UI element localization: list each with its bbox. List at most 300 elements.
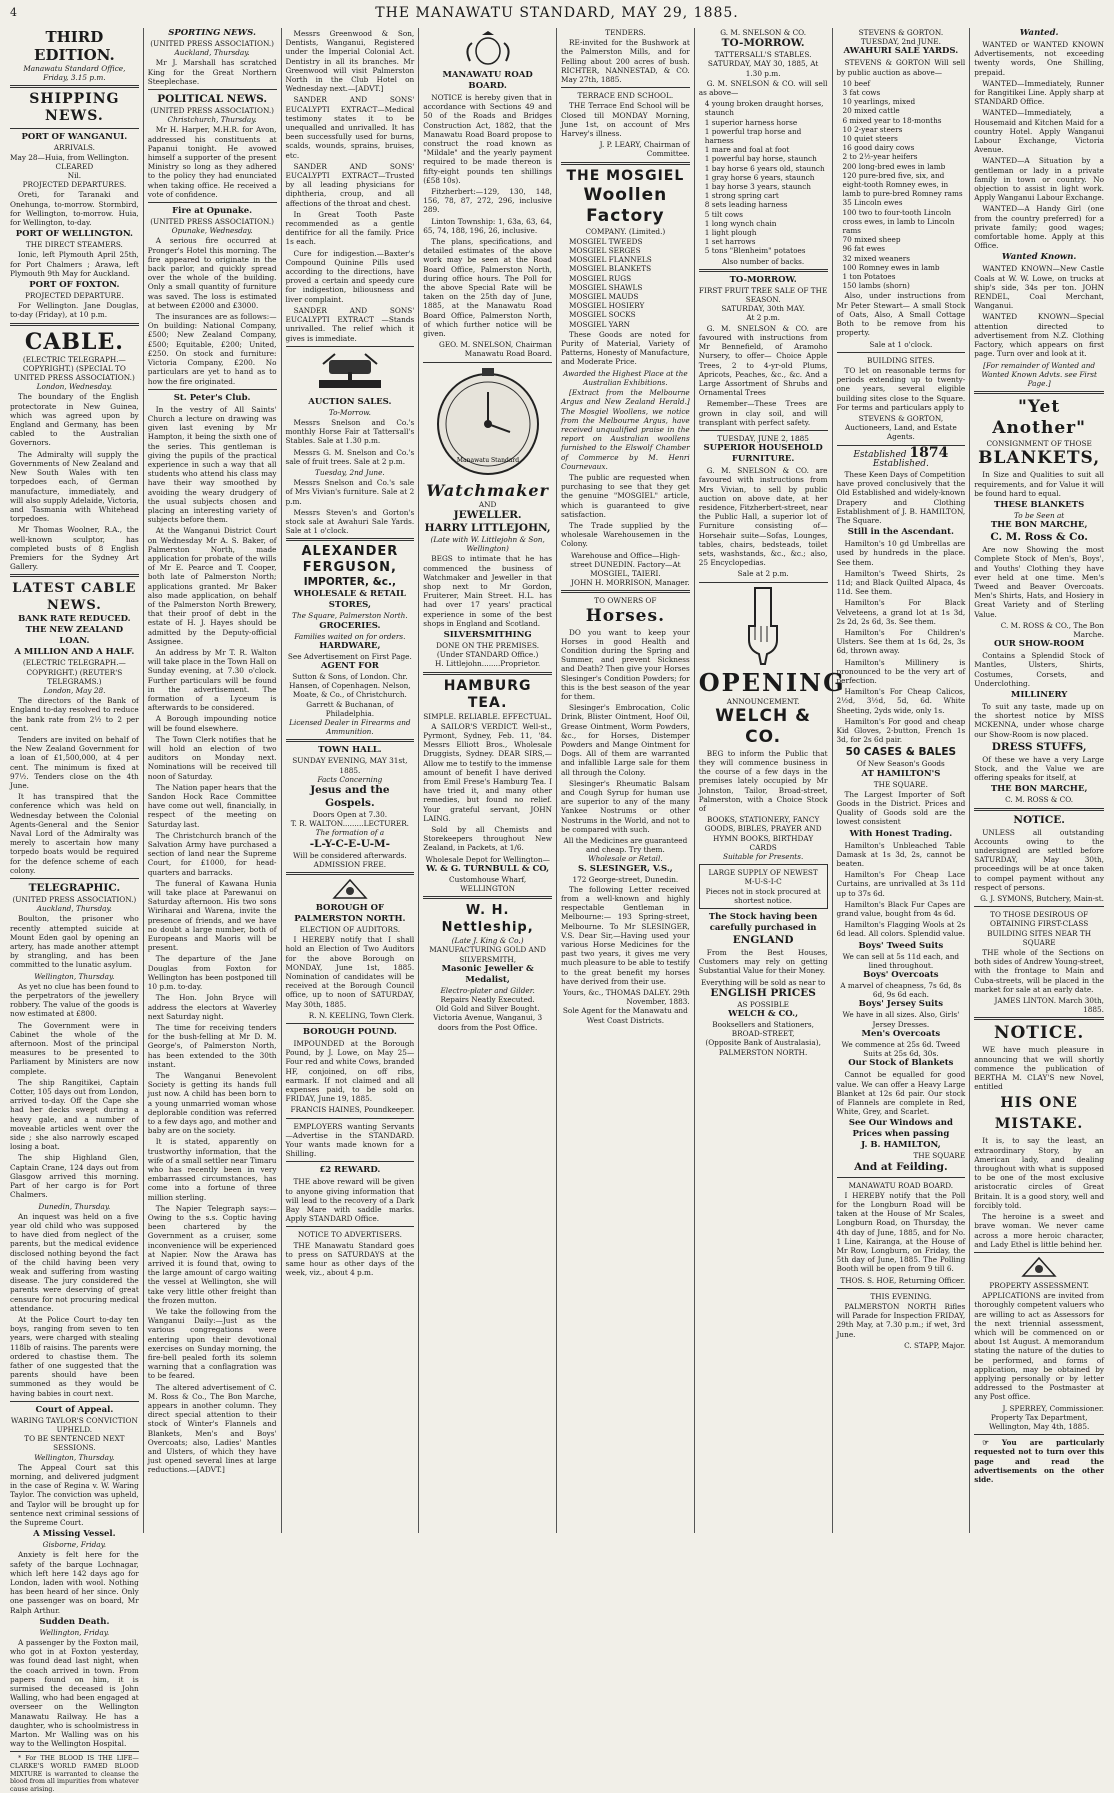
- jersey-text: We have in all sizes. Also, Girls' Jersey Dresses.: [842, 1010, 960, 1029]
- horse-list-item: 1 bay horse 3 years, staunch: [704, 182, 811, 192]
- haines-signature: FRANCIS HAINES, Poundkeeper.: [290, 1105, 415, 1115]
- mosgiel-products: [561, 237, 690, 329]
- crest-icon: [1019, 1256, 1059, 1278]
- evening-heading: THIS EVENING.: [870, 1291, 932, 1301]
- harry-paragraph: BEGS to intimate that he has commenced the business of Watchmaker and Jeweller in that shop next to Mr Gordon, Fruiterer, Main Street. H.L. has had over 17 years' practical experience in some of the best shops in England and Scotland.: [423, 554, 552, 628]
- welch-paragraph: BEG to inform the Public that they will commence business in the course of a few days in the premises lately occupied by Mr Johnston, Tailor, Broad-street, Palmerston, with a Choice Stock of: [698, 748, 828, 813]
- reward-paragraph: THE above reward will be given to anyone giving information that will lead to the recovery of a Dark Bay Mare with saddle marks. Apply STANDARD Office.: [285, 1177, 415, 1224]
- cleared-label: CLEARED: [55, 161, 94, 171]
- established-banner: [837, 444, 966, 469]
- remember-paragraph: Remember—These Trees are grown in clay soil, and will transplant with perfect safety.: [698, 399, 828, 427]
- projected-label: PROJECTED DEPARTURES.: [22, 180, 127, 190]
- hamburg-depot: Wholesale Depot for Wellington—: [425, 854, 550, 864]
- arrivals-label: ARRIVALS.: [53, 143, 95, 153]
- stock-list-item: 1 ton Potatoes: [842, 272, 896, 282]
- those-heading: TO THOSE DESIROUS OF OBTAINING FIRST-CLASS BUILDING SITES NEAR TH SQUARE: [987, 910, 1092, 947]
- showing-paragraph: Are now Showing the most Complete Stock of Men's, Boys', and Youths' Clothing they have ever held at one time. Men's Tweed and Beaver Overcoats. Men's Shirts, Hats, and Hosiery in Great Variety and of Sterling Value.: [974, 545, 1104, 619]
- stock-list-item: 100 two to four-tooth Lincoln cross ewes, in lamb to Lincoln rams: [842, 207, 955, 236]
- cable-subtitle: (ELECTRIC TELEGRAPH.—COPYRIGHT.) (SPECIAL TO UNITED PRESS ASSOCIATION.): [13, 354, 135, 383]
- snelson-signature: GEO. M. SNELSON, Chairman Manawatu Road Board.: [439, 340, 552, 359]
- bon2-line: THE BON MARCHE,: [990, 784, 1088, 795]
- column-5: [557, 28, 695, 1533]
- horse-list-item: 1 mare and foal at foot: [704, 145, 790, 155]
- stock-list-item: 70 mixed sheep: [842, 235, 901, 245]
- fire-heading: Fire at Opunake.: [172, 206, 253, 217]
- proprietor-line: H. Littlejohn........Proprietor.: [435, 659, 541, 669]
- cases-heading: 50 CASES & BALES: [845, 746, 957, 759]
- seen-line: To be Seen at: [1013, 510, 1065, 520]
- projected-text: Oreti, for Taranaki and Onehunga, to-morrow. Stormbird, for Wellington, to-morrow. Huia, for Wellington, to-day.: [10, 190, 139, 228]
- sporting-paragraph: Mr J. Marshall has scratched King for the Great Northern Steeplechase.: [147, 58, 277, 86]
- stock-list-item: 10 beef: [842, 78, 871, 88]
- nz-loan-heading: THE NEW ZEALAND LOAN.: [25, 625, 124, 647]
- still-heading: Still in the Ascendant.: [847, 527, 954, 538]
- public-paragraph: The public are requested when purchasing to see that they get the genuine "MOSGIEL" article, which is guaranteed to give satisfaction.: [561, 472, 690, 519]
- boys-overcoats-text: A marvel of cheapness, 7s 6d, 8s 6d, 9s 6d each.: [840, 981, 962, 1000]
- horse-list-item: 8 sets leading harness: [704, 200, 788, 210]
- borough-crest-icon: [330, 878, 370, 900]
- notice-paragraph: UNLESS all outstanding Accounts owing to the undersigned are settled before SATURDAY, May 30th, proceedings will be at once taken to compel payment without any respect of persons.: [974, 827, 1104, 892]
- product-item: MOSGIEL MAUDS: [569, 292, 639, 302]
- sporting-place: Auckland, Thursday.: [174, 48, 250, 58]
- club-paragraph: The Nation paper hears that the Sandon Hock Race Committee have come out well, financially, in respect of the meeting on Saturday last.: [147, 782, 277, 829]
- product-item: MOSGIEL SOCKS: [569, 310, 636, 320]
- morrison-signature: JOHN H. MORRISON, Manager.: [571, 578, 690, 588]
- horse-list-item: 1 powerful bay horse, staunch: [704, 154, 817, 164]
- ferguson-importer: IMPORTER, &c.,: [303, 576, 396, 589]
- also-paragraph: Also, under instructions from Mr Peter Stewart— A small Stock of Oats, Also, A Small Cottage Both to be remove from his property.: [836, 291, 966, 338]
- club-paragraph: We take the following from the Wanganui Daily:—Just as the various congregations were entering upon their devotional exercises on Sunday morning, the fire-bell pealed forth its solemn warning that a conflagration was to be feared.: [147, 1307, 277, 1381]
- million-heading: A MILLION AND A HALF.: [14, 647, 135, 658]
- horse-list-item: 1 light plough: [704, 228, 757, 238]
- column-1: [6, 28, 144, 1793]
- pound-paragraph: IMPOUNDED at the Borough Pound, by J. Lowe, on May 25— Four red and white Cows, branded HF, conjoined, on off ribs, earmark. If not claimed and all expenses paid, to be sold on FRIDAY, June 19, 1885.: [285, 1039, 415, 1104]
- vessel-paragraph: Anxiety is felt here for the safety of the barque Lochnagar, which left here 142 days ago for London, laden with wool. Nothing has been heard of her since. Only one passenger was on board, Mr Ralph Arthur.: [10, 1550, 139, 1615]
- wanted-item: WANTED or WANTED KNOWN Advertisements, not exceeding twenty words, One Shilling, prepaid.: [974, 40, 1104, 77]
- horses-pre-heading: TO OWNERS OF: [594, 596, 657, 606]
- foxton-text: For Wellington. Jane Douglas, to-day (Friday), at 10 p.m.: [10, 301, 139, 320]
- furniture-paragraph: G. M. SNELSON & CO. are favoured with instructions from Mrs Vivian, to sell by public auction on above date, at her residence, Fitzherbert-street, near the Public Hall, a superior lot of Furniture consisting of— Horsehair suite—Sofas, Lounges, tables, chairs, bedsteads, toilet sets, washstands, &c., &c.; also, 25 Encyclopedias.: [698, 466, 828, 568]
- product-item: MOSGIEL RUGS: [569, 273, 632, 283]
- eucalypti-paragraph: In Great Tooth Paste recommended as a gentle dentifrice for all the family. Price 1s each.: [285, 209, 415, 247]
- sole-agent-line: Sole Agent for the Manawatu and West Coast Districts.: [562, 1006, 688, 1025]
- fire-subtitle: (UNITED PRESS ASSOCIATION.): [150, 217, 275, 227]
- appeal-place: Wellington, Thursday.: [34, 1452, 115, 1462]
- notice-advertisers-paragraph: THE Manawatu Standard goes to press on SATURDAYS at the same hour as other days of the week, viz., about 4 p.m.: [285, 1240, 415, 1278]
- cable-paragraph: Mr Thomas Woolner, R.A., the well-known sculptor, has completed busts of 8 English Premiers for the Sydney Art Gallery.: [10, 525, 139, 572]
- fire-paragraph: A serious fire occurred at Pronger's Hotel this morning. The fire appeared to originate in the back parlor, and quickly spread over the whole of the building. Only a small quantity of furniture was saved. The loss is estimated at between £2000 and £3000.: [147, 236, 277, 310]
- auction-item: Messrs Steven's and Gorton's stock sale at Awahuri Sale Yards. Sale at 1 o'clock.: [285, 507, 415, 536]
- palmerston-line: PALMERSTON NORTH.: [718, 1047, 808, 1057]
- hardware-heading: HARDWARE,: [319, 640, 381, 651]
- tuesday-line: TUESDAY, JUNE 2, 1885: [717, 433, 809, 443]
- hamilton-item: Hamilton's For Cheap Lace Curtains, are unrivalled at 3s 11d up to 37s 6d.: [836, 870, 966, 898]
- rifles-paragraph: PALMERSTON NORTH Rifles will Parade for Inspection FRIDAY, 29th May, at 7.30 p.m.; if wet, 3rd June.: [836, 1301, 966, 1339]
- yet-another-heading: "Yet Another": [992, 397, 1086, 439]
- wanted-item: WANTED—A Handy Girl (one from the country preferred) for a private family; good wages; comfortable home. Apply at this Office.: [974, 204, 1104, 251]
- boys-suits-text: We can sell at 5s 11d each, and lined throughout.: [842, 951, 960, 970]
- horse-list-item: 5 tons "Blenheim" potatoes: [704, 246, 806, 256]
- mistake-paragraph: It is, to say the least, an extraordinary Story, by an American lady, and dealing throughout with what is supposed to be one of the most exclusive aristocratic circles of Great Britain. It is a good story, well and forcibly told.: [974, 1136, 1104, 1210]
- hamburg-sub: SIMPLE. RELIABLE. EFFECTUAL.: [423, 711, 552, 721]
- shipping-heading: SHIPPING NEWS.: [29, 91, 120, 125]
- heroine-paragraph: The heroine is a sweet and brave woman. We never came across a more heroic character, and Lady Ethel is little behind her.: [974, 1212, 1104, 1249]
- column-4: [419, 28, 557, 1533]
- horse-list-item: 5 tilt cows: [704, 209, 744, 219]
- club-paragraph: It is stated, apparently on trustworthy information, that the wife of a small settler near Timaru who has recently been in very embarrassed circumstances, has come into a fortune of three million sterling.: [147, 1137, 277, 1202]
- footnote: * For THE BLOOD IS THE LIFE—CLARKE'S WORLD FAMED BLOOD MIXTURE is warranted to cleanse the blood from all impurities from whatever cause arising.: [10, 1755, 139, 1793]
- latest-paragraph: The directors of the Bank of England to-day resolved to reduce the bank rate from 2½ to 2 per cent.: [10, 696, 139, 733]
- horse-list-item: 1 long wynch chain: [704, 218, 777, 228]
- agent-text: Sutton & Sons, of London. Chr. Hansen, of Copenhagen. Nelson, Moate, & Co., of Christchurch. Garrett & Buchanan, of Philadelphia.: [289, 671, 411, 718]
- consignment-line: CONSIGNMENT OF THOSE: [986, 439, 1092, 449]
- stock-list-item: 10 2-year steers: [842, 124, 903, 134]
- music-heading: LARGE SUPPLY OF NEWEST M-U-S-I-C: [708, 868, 818, 887]
- product-item: MOSGIEL SERGES: [569, 246, 641, 256]
- stock-list-item: 6 mixed year to 18-months: [842, 115, 942, 125]
- hamilton-item: Hamilton's Unbleached Table Damask at 1s 3d, 2s, cannot be beaten.: [836, 840, 966, 869]
- club-paragraph: The Christchurch branch of the Salvation Army have purchased a section of land near the Supreme Court, for £1000, for head-quarters and barracks.: [147, 830, 277, 877]
- horses-heading: Horses.: [585, 605, 665, 626]
- silversmithing-sub: DONE ON THE PREMISES.: [436, 640, 540, 650]
- edition-subtitle: Manawatu Standard Office, Friday, 3.15 p.m.: [23, 64, 126, 83]
- cable-place: London, Wednesday.: [36, 382, 113, 392]
- linton-signature: JAMES LINTON. March 30th, 1885.: [994, 996, 1104, 1015]
- boys-suits-heading: Boys' Tweed Suits: [858, 940, 944, 951]
- symons-signature: G. J. SYMONS, Butchery, Main-st.: [980, 894, 1104, 904]
- club-paragraph: The Town Clerk notifies that he will hold an election of two auditors on Monday next. Nominations will be received till noon of Saturday.: [147, 734, 277, 781]
- mosgiel-heading: THE MOSGIEL: [566, 167, 685, 184]
- sale2-line: Sale at 2 p.m.: [737, 569, 789, 579]
- showroom-heading: OUR SHOW-ROOM: [993, 639, 1085, 650]
- political-place: Christchurch, Thursday.: [167, 115, 257, 125]
- guaranteed-line: All the Medicines are guaranteed and cheap. Try them.: [563, 836, 688, 855]
- sizes-paragraph: In Size and Qualities to suit all requirements, and for Value it will be found hard to equal.: [974, 470, 1104, 498]
- nettleship-heading: W. H. Nettleship,: [441, 903, 534, 936]
- auction-item: Messrs Snelson and Co.'s monthly Horse Fair at Tattersall's Stables. Sale at 1.30 p.m.: [285, 417, 415, 446]
- building-paragraph: TO let on reasonable terms for periods extending up to twenty-one years, several eligible building sites close to the Square. For terms and particulars apply to: [836, 365, 966, 412]
- jesus-heading: Jesus and the Gospels.: [310, 783, 390, 809]
- stock-list: [837, 79, 966, 291]
- turnbull-name: W. & G. TURNBULL & CO,: [426, 863, 550, 874]
- column-8: [970, 28, 1108, 1533]
- linton-sections: Linton Township: 1, 63a, 63, 64, 65, 74, 188, 196, 26, inclusive.: [423, 216, 552, 235]
- largest-paragraph: The Largest Importer of Soft Goods in the District. Prices and Quality of Goods sold are the lowest consistent: [836, 789, 966, 827]
- column-6: [695, 28, 846, 1533]
- stock-list-item: 96 fat ewes: [842, 244, 886, 254]
- cases-sub: Of New Season's Goods: [856, 759, 945, 769]
- ferguson-stores: WHOLESALE & RETAIL STORES,: [293, 589, 406, 611]
- music-box: [699, 864, 828, 909]
- direct-label: THE DIRECT STEAMERS.: [25, 240, 123, 250]
- product-item: MOSGIEL FLANNELS: [569, 255, 652, 265]
- mens-heading: Men's Overcoats: [861, 1028, 941, 1039]
- hoe-signature: THOS. S. HOE, Returning Officer.: [840, 1275, 966, 1285]
- watch-dial-icon: [432, 366, 544, 478]
- political-paragraph: Mr H. Harper, M.H.R. for Avon, addressed his constituents at Papanui tonight. He avowed himself a supporter of the present Ministry so long as they adhered to the policy they had enunciated when taking office. He received a vote of confidence.: [147, 125, 277, 199]
- employers-paragraph: EMPLOYERS wanting Servants—Advertise in the STANDARD. Your wants made known for a Shilling.: [285, 1121, 415, 1159]
- sell-paragraph: G. M. SNELSON & CO. will sell as above—: [698, 78, 828, 98]
- property-heading: PROPERTY ASSESSMENT.: [989, 1280, 1089, 1290]
- stock-list-item: 120 pure-bred five, six, and eight-tooth Romney ewes, in lamb to pure-bred Romney rams: [842, 170, 963, 199]
- blankets-heading: Our Stock of Blankets: [848, 1058, 954, 1069]
- product-item: MOSGIEL TWEEDS: [569, 236, 643, 246]
- fire-paragraph: The insurances are as follows:—On building: National Company, £500; New Zealand Company, £500; Equitable, £200; United, £250. On stock and furniture: Victoria Company, £200. No particulars are yet to hand as to how the fire originated.: [147, 312, 277, 386]
- cable-paragraph: The boundary of the English protectorate in New Guinea, which was agreed upon by England and Germany, has been cabled to the Australian Governors.: [10, 392, 139, 448]
- awahuri-heading: AWAHURI SALE YARDS.: [843, 46, 959, 57]
- admission-line: ADMISSION FREE.: [313, 859, 387, 869]
- terrace-heading: TERRACE END SCHOOL.: [577, 91, 674, 101]
- millinery-paragraph: To suit any taste, made up on the shortest notice by MISS MCKENNA, under whose charge our Show-Room is now placed.: [974, 701, 1104, 739]
- company-line: COMPANY. (Limited.): [585, 226, 666, 236]
- the-square-line: THE SQUARE.: [873, 779, 928, 789]
- under-standard: (Under STANDARD Office.): [436, 650, 539, 660]
- club-paragraph: A Borough impounding notice will be found elsewhere.: [147, 714, 277, 733]
- vessel-heading: A Missing Vessel.: [33, 1529, 116, 1540]
- product-item: MOSGIEL YARN: [569, 319, 631, 329]
- groceries-heading: GROCERIES.: [319, 620, 381, 631]
- horse-list-item: 4 young broken draught horses, staunch: [704, 99, 824, 118]
- foxton-heading: PORT OF FOXTON.: [29, 280, 120, 291]
- hamilton-item: Hamilton's 10 gd Umbrellas are used by hundreds in the place. See them.: [836, 539, 966, 567]
- hardware-sub: See Advertisement on First Page.: [287, 651, 412, 661]
- stevens2-line: STEVENS & GORTON, Auctioneers, Land, and Estate Agents.: [844, 413, 957, 442]
- cable-paragraph: The Admiralty will supply the Governments of New Zealand and New South Wales with ten torpedoes each, of German manufacture, immediately, and will also supply Adelaide, Victoria, and Tasmania with Whitehead torpedoes.: [10, 449, 139, 524]
- property-paragraph: APPLICATIONS are invited from thoroughly competent valuers who are willing to act as Assessors for the next triennial assessment, which will be commenced on or about 1st August. A memorandum stating the nature of the duties to be performed, and forms of application, may be obtained by applying personally or by letter addressed to the Postmaster at any Post office.: [974, 1291, 1104, 1402]
- honest-line: With Honest Trading.: [849, 828, 953, 839]
- feilding-line: And at Feilding.: [854, 1160, 948, 1173]
- pointing-hand-icon: [733, 586, 793, 666]
- at2-line: At 2 p.m.: [746, 313, 780, 323]
- reward-heading: £2 REWARD.: [319, 1165, 381, 1176]
- wanted-known-item: WANTED KNOWN—Special attention directed to advertisement from N.Z. Clothing Factory, which appears on first page. Turn over and look at it.: [974, 312, 1104, 359]
- election-heading: ELECTION OF AUDITORS.: [299, 925, 401, 934]
- vessel-place: Gisborne, Friday.: [42, 1540, 107, 1550]
- remainder-note: [For remainder of Wanted and Wanted Known Advts. see First Page.]: [981, 360, 1097, 388]
- established-year: 1874: [909, 444, 949, 461]
- victoria-line: Victoria Avenue, Wanganui, 3 doors from the Post Office.: [433, 1013, 543, 1032]
- club-paragraph: The departure of the Jane Douglas from Foxton for Wellington has been postponed till 10 p.m. to-day.: [147, 954, 277, 992]
- club-paragraph: The funeral of Kawana Hunia will take place at Parewanui on Saturday afternoon. His two sons Wiriharai and Warena, invite the presence of friends, and we have no doubt a large number, both of Europeans and Maoris will be present.: [147, 878, 277, 953]
- wanted-known-heading: Wanted Known.: [1001, 252, 1077, 263]
- at-hamilton-line: AT HAMILTON'S: [861, 768, 941, 779]
- latest-paragraph: It has transpired that the conference which was held on Wednesday between the Colonial Agents-General and the Senior Naval Lord of the Admiralty was merely to ascertain how many torpedo boats would be required for the defence scheme of each colony.: [10, 792, 139, 875]
- tax-line: Property Tax Department, Wellington, May 4th, 1885.: [988, 1412, 1090, 1431]
- latest-cable-heading: LATEST CABLE NEWS.: [12, 581, 137, 614]
- stock-list-item: 200 long-bred ewes in lamb: [842, 161, 946, 171]
- hamburg-heading: HAMBURG TEA.: [443, 677, 532, 711]
- these-blankets-line: THESE BLANKETS: [993, 499, 1085, 510]
- latest-paragraph: Tenders are invited on behalf of the New Zealand Government for a loan of £1,500,000, at 4 per cent. The minimum is fixed at 97½. Tenders close on the 4th June.: [10, 734, 139, 790]
- auction-item: Messrs G. M. Snelson and Co.'s sale of fruit trees. Sale at 2 p.m.: [285, 447, 415, 466]
- showroom-paragraph: Contains a Splendid Stock of Mantles, Ulsters, Shirts, Costumes, Corsets, and Underclothing.: [974, 651, 1104, 688]
- notice-advertisers-heading: NOTICE TO ADVERTISERS.: [297, 1230, 402, 1240]
- stock-list-item: 2 to 2½-year heifers: [842, 152, 918, 162]
- george-street-line: 172 George-street, Dunedin.: [572, 874, 679, 884]
- town-hall-heading: TOWN HALL.: [318, 745, 382, 756]
- repairs-line: Repairs Neatly Executed.: [440, 995, 535, 1004]
- stock-list-item: 20 mixed cattle: [842, 106, 900, 116]
- telegraphic-place: Wellington, Thursday.: [34, 971, 115, 981]
- wanganui-heading: PORT OF WANGANUI.: [21, 132, 128, 143]
- horses-paragraph: Slesinger's Embrocation, Colic Drink, Blister Ointment, Hoof Oil, Grease Ointment, Worm Powders, &c., for Horses, Distemper Powders and Mange Ointment for Dogs. All of them are warranted and infallible Large sale for them all through the Colony.: [561, 703, 690, 777]
- telegraphic-paragraph: Boulton, the prisoner who recently attempted suicide at Mount Eden gaol by opening an artery, has made another attempt by strangling, and has been committed to the lunatic asylum.: [10, 914, 139, 970]
- election-paragraph: I HEREBY notify that I shall hold an Election of Two Auditors for the above Borough on MONDAY, June 1st, 1885. Nomination of candidates will be received at the Borough Council office, up to noon of SATURDAY, May 30th, 1885.: [285, 935, 415, 1009]
- fire-place: Opunake, Wednesday.: [171, 226, 253, 236]
- fruit-paragraph: G. M. SNELSON & CO. are favoured with instructions from Mr Bennefield, of Aramoho Nursery, to offer— Choice Apple Trees, 2 to 4-yr-old Plums, Apricots, Peaches, &c., &c. And a Large Assortment of Shrubs and Ornamental Trees: [698, 323, 828, 398]
- tenders-heading: TENDERS.: [605, 28, 646, 37]
- stock-list-item: 150 lambs (shorn): [842, 281, 910, 291]
- windows-line: See Our Windows and Prices when passing: [848, 1118, 953, 1140]
- tattersall-line: TATTERSALL'S STABLES.: [714, 50, 812, 60]
- england-heading: ENGLAND: [732, 934, 794, 947]
- auction-hammer-icon: [315, 350, 385, 394]
- customs-line: Customhouse Wharf,: [449, 874, 527, 884]
- mistake-heading: HIS ONE MISTAKE.: [994, 1095, 1084, 1133]
- possible-line: AS POSSIBLE: [737, 999, 790, 1009]
- notice-heading: NOTICE.: [1013, 813, 1065, 826]
- stock-list-item: 32 mixed weaners: [842, 253, 910, 263]
- telegraphic-heading: TELEGRAPHIC.: [28, 882, 121, 894]
- tomorrow2-heading: TO-MORROW.: [729, 274, 797, 285]
- hamilton-item: Hamilton's For Children's Ulsters. See them at 1s 6d, 2s, 3s 6d, thrown away.: [836, 627, 966, 656]
- road-board-paragraph: NOTICE is hereby given that in accordance with Sections 49 and 50 of the Roads and Bridges Construction Act, 1882, that the Manawatu Road Board propose to construct the road known as "Mildale" and the yearly payment required to be made thereon is fifty-eight pounds ten shillings (£58 10s).: [423, 93, 552, 185]
- licensed-line: Licensed Dealer in Firearms and Ammunition.: [289, 717, 411, 737]
- royal-crest-icon: [458, 31, 518, 67]
- families-line: Families waited on for orders.: [294, 631, 406, 641]
- blankets-text: Cannot be equalled for good value. We can offer a Heavy Large Blanket at 12s 6d pair. Our stock of Flannels are complete in Red, White, Grey, and Scarlet.: [836, 1070, 966, 1117]
- stock-list-item: 100 Romney ewes in lamb: [842, 262, 940, 272]
- and-label: AND: [478, 499, 497, 509]
- harry-heading: HARRY LITTLEJOHN,: [424, 521, 551, 534]
- appeal-subheading: WARING TAYLOR'S CONVICTION UPHELD.: [10, 1415, 138, 1434]
- stock-list-item: 3 fat cows: [842, 88, 881, 98]
- noted-paragraph: These Goods are noted for Purity of Material, Variety of Patterns, Honesty of Manufacture, and Moderate Price.: [561, 329, 690, 367]
- wanted-item: WANTED—Immediately, a Housemaid and Kitchen Maid for a country Hotel. Apply Wanganui Labour Exchange, Victoria Avenue.: [974, 108, 1104, 155]
- telegraphic-paragraph: The Government were in Cabinet the whole of the afternoon. Most of the principal measures to be presented to Parliament by Ministers are now complete.: [10, 1020, 139, 1076]
- terrace-paragraph: THE Terrace End School will be Closed till MONDAY Morning, June 1st, on account of Mrs Harvey's illness.: [561, 101, 690, 139]
- awarded-line: Awarded the Highest Place at the Australian Exhibitions.: [563, 368, 688, 387]
- hamilton-item: Hamilton's Tweed Shirts, 2s 11d; and Black Quilted Alpaca, 4s 11d. See them.: [836, 568, 966, 597]
- appeal-heading: Court of Appeal.: [35, 1404, 114, 1415]
- borough-heading: BOROUGH OF PALMERSTON NORTH.: [294, 903, 406, 924]
- suitable-line: Suitable for Presents.: [722, 852, 804, 861]
- auction-heading: AUCTION SALES.: [308, 396, 392, 407]
- telegraphic-paragraph: As yet no clue has been found to the perpetrators of the jewellery robbery. The value of the goods is now estimated at £800.: [10, 981, 139, 1019]
- blankets-heading: BLANKETS,: [978, 448, 1101, 469]
- telegraphic-place: Auckland, Thursday.: [36, 904, 112, 914]
- stock-list-item: 10 quiet steers: [842, 134, 898, 144]
- ferguson-name: ALEXANDER FERGUSON,: [301, 544, 399, 576]
- product-item: MOSGIEL HOSIERY: [569, 301, 645, 311]
- established-label-2: Established.: [872, 458, 929, 469]
- broad-line: BROAD-STREET,: [731, 1029, 795, 1039]
- latest-place: London, May 28.: [43, 685, 106, 695]
- watch-dial-text: Manawatu Standard: [456, 456, 519, 464]
- harry-sub: (Late with W. Littlejohn & Son, Wellington): [430, 534, 545, 554]
- daley-signature: Yours, &c., THOMAS DALEY. 29th November, 1883.: [563, 988, 690, 1007]
- snelson-firm: G. M. SNELSON & CO.: [720, 28, 807, 37]
- notice2-paragraph: WE have much pleasure in announcing that we will shortly commence the publication of BERTHA M. CLAY'S new Novel, entitled: [974, 1045, 1104, 1092]
- wellington-line: WELLINGTON: [460, 883, 516, 893]
- keeling-signature: R. N. KEELING, Town Clerk.: [308, 1010, 415, 1020]
- wellington-heading: PORT OF WELLINGTON.: [15, 229, 134, 240]
- hamilton-item: Hamilton's For good and cheap Kid Gloves, 2-button, French 1s 3d, for 2s 6d pair.: [836, 716, 966, 745]
- column-3: [282, 28, 420, 1533]
- hamburg-paragraph: A SAILOR'S VERDICT. Well-st., Pyrmont, Sydney, Feb. 11, '84. Messrs Elliott Bros., Wholesale Druggists, Sydney. DEAR SIRS,—Allow me to testify to the immense amount of benefit I have derived from Emil Frese's Hamburg Tea. I have tried it, and many other remedies, but found no relief. Your grateful servant, JOHN LAING.: [423, 721, 552, 823]
- manufacturing-line: MANUFACTURING GOLD AND SILVERSMITH,: [429, 945, 547, 964]
- pound-heading: BOROUGH POUND.: [302, 1027, 397, 1038]
- auction-item: Messrs Snelson and Co.'s sale of Mrs Vivian's furniture. Sale at 2 p.m.: [285, 478, 415, 506]
- wanted-heading: Wanted.: [1019, 28, 1059, 38]
- club-paragraph: The Hon. John Bryce will address the electors at Waverley next Saturday night.: [147, 993, 277, 1021]
- page-number: 4: [10, 6, 18, 19]
- jersey-heading: Boys' Jersey Suits: [858, 999, 944, 1010]
- millinery-heading: MILLINERY: [1010, 689, 1068, 700]
- ross-line: C. M. Ross & Co.: [990, 531, 1088, 544]
- slesinger-name: S. SLESINGER, V.S.,: [577, 863, 673, 874]
- eucalypti-paragraph: SANDER AND SONS' EUCALYPTI EXTRACT —Stands unrivalled. The relief which it gives is immediate.: [285, 305, 415, 343]
- horse-list-item: 1 powerful trap horse and harness: [704, 126, 802, 146]
- announcement-line: ANNOUNCEMENT.: [726, 696, 800, 706]
- saturday2-line: SATURDAY, 30th MAY.: [721, 304, 805, 314]
- electro-line: Electro-plater and Gilder.: [440, 985, 535, 995]
- eucalypti-paragraph: SANDER AND SONS' EUCALYPTI EXTRACT—Medical testimony states it to be unequalled and unrivalled. It has been successfully used for burns, scalds, wounds, sprains, bruises, etc.: [285, 95, 415, 160]
- club-paragraph: The altered advertisement of C. M. Ross & Co., The Bon Marche, appears in another column. They direct special attention to their stock of Winter's Flannels and Blankets, Men's and Boys' Overcoats; also, Ladies' Mantles and Ulsters, of which they have just opened several lines at large reductions.—[ADVT.]: [147, 1382, 277, 1475]
- death-heading: Sudden Death.: [39, 1616, 110, 1627]
- masthead-title: THE MANAWATU STANDARD, MAY 29, 1885.: [375, 5, 739, 21]
- product-item: MOSGIEL BLANKETS: [569, 264, 652, 274]
- masonic-line: Masonic Jeweller & Medalist,: [441, 963, 534, 985]
- silversmithing-heading: SILVERSMITHING: [443, 629, 532, 640]
- watchmaker-heading: Watchmaker: [426, 480, 549, 500]
- wanted-known-item: WANTED KNOWN—New Castle Coals at W. W. Lowe, on trucks at ship's side, 34s per ton. JOHN RENDEL, Coal Merchant, Wanganui.: [974, 264, 1104, 311]
- dress-heading: DRESS STUFFS,: [991, 740, 1087, 753]
- nettleship-sub: (Late J. King & Co.): [451, 936, 524, 946]
- column-7: [833, 28, 971, 1533]
- stock-list-item: 16 good dairy cows: [842, 143, 915, 153]
- horse-list-item: 1 set harrows: [704, 237, 756, 247]
- ross3-line: C. M. ROSS & CO.: [1005, 795, 1074, 805]
- dress-paragraph: Of these we have a very Large Stock, and the Value we are offering speaks for itself, at: [974, 754, 1104, 783]
- dentist-paragraph: Messrs Greenwood & Son, Dentists, Wanganui, Registered under the Imperial Colonial Act. Dentistry in all its branches. Mr Greenwood will visit Palmerston North in the Club Hotel on Wednesday next.—[ADVT.]: [285, 29, 415, 94]
- horse-list-item: 1 gray horse 6 years, staunch: [704, 172, 815, 182]
- fruit-heading: FIRST FRUIT TREE SALE OF THE SEASON.: [698, 285, 828, 305]
- column-2: [144, 28, 282, 1533]
- best-paragraph: From the Best Houses, Customers may rely on getting Substantial Value for their Money.: [698, 948, 828, 976]
- club-paragraph: The Wanganui Benevolent Society is getting its hands full just now. A child has been born to a young unmarried woman whose deplorable condition was referred to a few days ago, and mother and baby are on the society.: [147, 1070, 277, 1136]
- sperrey-signature: J. SPERREY, Commissioner.: [1002, 1403, 1104, 1413]
- sale1-line: Sale at 1 o'clock.: [869, 339, 933, 349]
- lecturer-line: T. R. WALTON.........LECTURER.: [290, 819, 410, 829]
- furniture-heading: SUPERIOR HOUSEHOLD FURNITURE.: [703, 443, 823, 465]
- tuesday-line: TUESDAY, 2nd JUNE.: [860, 37, 941, 47]
- foxton-departure-label: PROJECTED DEPARTURE.: [24, 291, 124, 301]
- telegraphic-paragraph: The ship Highland Glen, Captain Crane, 124 days out from Glasgow arrived this morning. Part of her cargo is for Port Chalmers.: [10, 1153, 139, 1200]
- plans-paragraph: The plans, specifications, and detailed estimates of the above work may be seen at the Road Board Office, Palmerston North, during office hours. The Poll for the above Special Rate will be taken on the 25th day of June, 1885, at the Manawatu Road Board Office, Palmerston North, of which further notice will be given.: [423, 237, 552, 339]
- town-hall-date: SUNDAY EVENING, MAY 31st, 1885.: [292, 756, 408, 775]
- sporting-heading: SPORTING NEWS.: [168, 28, 256, 38]
- horse-list-item: 1 strong spring cart: [704, 191, 779, 201]
- fitzherbert-sections: Fitzherbert:—129, 130, 148, 156, 78, 87, 272, 296, inclusive 289.: [423, 187, 552, 215]
- booksellers-line: Booksellers and Stationers,: [712, 1020, 814, 1030]
- death-paragraph: A passenger by the Foxton mail, who got in at Foxton yesterday, was found dead last night, when the coach arrived in town. From papers found on him, it is surmised the deceased is John Walling, who had been engaged at overseer on the Wellington Manawatu Railway. He has a daughter, who is schoolmistress in Marton. Mr Walling was on his way to the Wellington Hospital.: [10, 1638, 139, 1749]
- horse-list-item: 1 bay horse 6 years old, staunch: [704, 163, 825, 173]
- tenders-paragraph: RE-invited for the Bushwork at the Palmerston Mills, and for Felling about 200 acres of bush. RICHTER, NANNESTAD, & CO. May 27th, 1885.: [561, 38, 690, 85]
- building-heading: BUILDING SITES.: [867, 355, 935, 365]
- auction-day: To-Morrow.: [328, 407, 371, 417]
- extract-paragraph: [Extract from the Melbourne Argus and New Zealand Herald.] The Mosgiel Woollens, we notice from the Melbourne Argus, have received unqualified praise in the report on Australian woollens furnished to the Elswolf Chamber of Commerce by M. Henri Cournevaux.: [561, 388, 690, 471]
